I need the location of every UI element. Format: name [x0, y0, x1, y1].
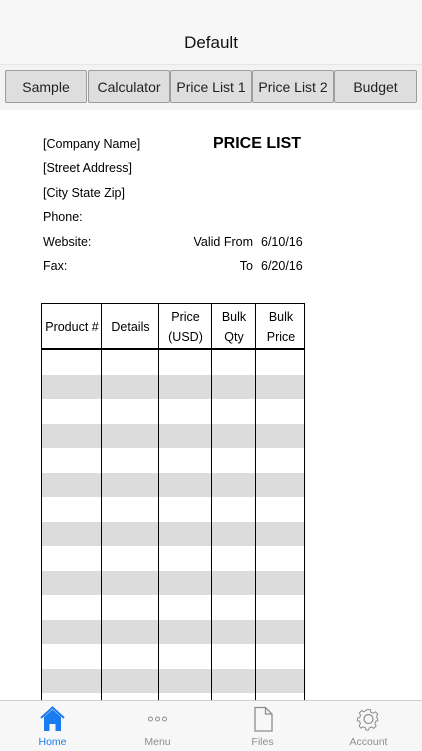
- tabbar-label: Home: [38, 736, 67, 748]
- tabbar-label: Files: [251, 736, 274, 748]
- table-row[interactable]: [41, 473, 305, 498]
- table-border-left: [41, 303, 42, 700]
- column-header-price: Price (USD): [168, 309, 203, 344]
- column-header-bulk-price: Bulk Price: [266, 309, 296, 344]
- table-row[interactable]: [41, 399, 305, 424]
- column-divider: [211, 303, 212, 700]
- valid-from-label: Valid From: [193, 235, 253, 249]
- column-header-bulk-qty: Bulk Qty: [221, 309, 247, 344]
- phone-label: Phone:: [43, 210, 83, 224]
- tab-bar: [0, 700, 422, 751]
- file-icon: [210, 706, 315, 732]
- city-state-zip: [City State Zip]: [43, 186, 125, 200]
- price-list-document[interactable]: [0, 110, 422, 700]
- navigation-bar: [0, 0, 422, 64]
- home-icon: [0, 706, 105, 732]
- table-row[interactable]: [41, 350, 305, 375]
- tab-price-list-1[interactable]: Price List 1: [170, 70, 252, 103]
- template-tabs: [0, 64, 422, 112]
- column-divider: [158, 303, 159, 700]
- company-name: [Company Name]: [43, 137, 141, 151]
- tabbar-account[interactable]: [315, 701, 422, 751]
- table-row[interactable]: [41, 620, 305, 645]
- table-row[interactable]: [41, 497, 305, 522]
- table-border-right: [304, 303, 305, 700]
- table-row[interactable]: [41, 571, 305, 596]
- column-header-product: Product #: [45, 319, 99, 334]
- valid-to-value: 6/20/16: [261, 259, 303, 273]
- street-address: [Street Address]: [43, 161, 132, 175]
- document-heading: PRICE LIST: [213, 135, 302, 152]
- column-divider: [255, 303, 256, 700]
- column-header-details: Details: [111, 319, 150, 334]
- table-row[interactable]: [41, 424, 305, 449]
- website-label: Website:: [43, 235, 92, 249]
- table-row[interactable]: [41, 448, 305, 473]
- ellipsis-icon: [105, 706, 210, 732]
- page-title: Default: [184, 33, 238, 52]
- tab-price-list-2[interactable]: Price List 2: [252, 70, 334, 103]
- table-row[interactable]: [41, 595, 305, 620]
- table-row[interactable]: [41, 669, 305, 694]
- tabbar-label: Account: [349, 736, 388, 748]
- table-row[interactable]: [41, 546, 305, 571]
- valid-to-label: To: [239, 259, 253, 273]
- table-row[interactable]: [41, 375, 305, 400]
- table-row[interactable]: [41, 644, 305, 669]
- tab-calculator[interactable]: Calculator: [88, 70, 170, 103]
- tabbar-menu[interactable]: [105, 701, 210, 751]
- table-header: [41, 303, 305, 350]
- table-row[interactable]: [41, 522, 305, 547]
- tab-sample[interactable]: Sample: [5, 70, 87, 103]
- column-divider: [101, 303, 102, 700]
- tab-budget[interactable]: Budget: [334, 70, 417, 103]
- fax-label: Fax:: [43, 259, 68, 273]
- tabbar-home[interactable]: [0, 701, 105, 751]
- table-row[interactable]: [41, 693, 305, 700]
- gear-icon: [315, 706, 422, 732]
- tabbar-files[interactable]: [210, 701, 315, 751]
- valid-from-value: 6/10/16: [261, 235, 303, 249]
- tabbar-label: Menu: [144, 736, 171, 748]
